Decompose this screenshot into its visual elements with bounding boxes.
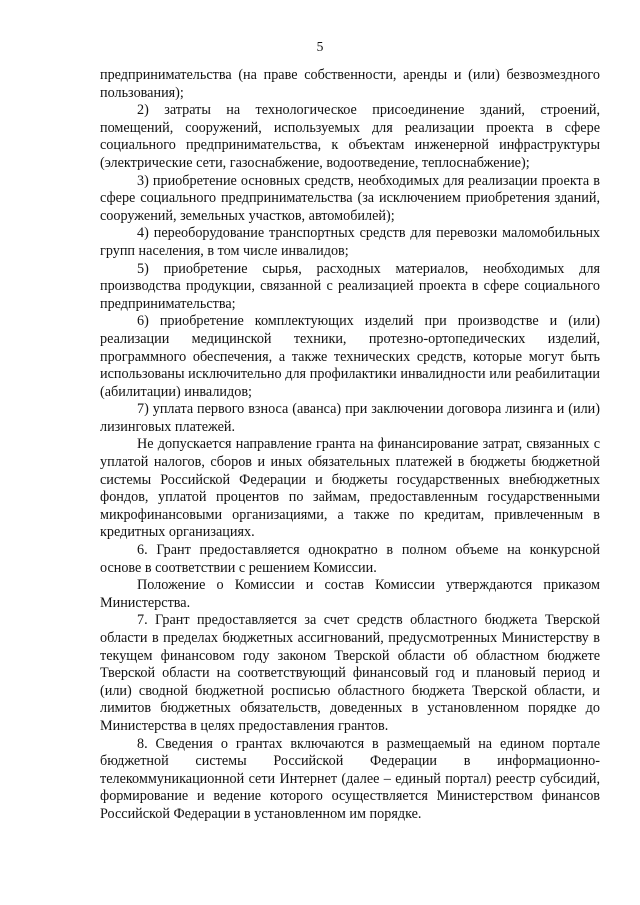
list-item-7: 7) уплата первого взноса (аванса) при заключении договора лизинга и (или) лизинговых платежей.	[100, 401, 600, 435]
list-item-3: 3) приобретение основных средств, необходимых для реализации проекта в сфере социального предпринимательства (за исключением приобретения зданий, сооружений, земельных участков, автомобилей);	[100, 172, 600, 224]
list-item-2: 2) затраты на технологическое присоединение зданий, строений, помещений, сооружений, используемых для реализации проекта в сфере социального предпринимательства, к объектам инженерной инфраструктуры (электрические сети, газоснабжение, водоотведение, теплоснабжение);	[100, 102, 600, 171]
clause-7: 7. Грант предоставляется за счет средств областного бюджета Тверской области в пределах бюджетных ассигнований, предусмотренных Министерству в текущем финансовом году законом Тверской области об областном бюджете Тверской области на соответствующий финансовый год и плановый период и (или) сводной бюджетной росписью областного бюджета Тверской области, и лимитов бюджетных обязательств, доведенных в установленном порядке до Министерства в целях предоставления грантов.	[100, 612, 600, 734]
list-item-4: 4) переоборудование транспортных средств для перевозки маломобильных групп населения, в том числе инвалидов;	[100, 225, 600, 259]
clause-8: 8. Сведения о грантах включаются в размещаемый на едином портале бюджетной системы Российской Федерации в информационно-телекоммуникационной сети Интернет (далее – единый портал) реестр субсидий, формирование и ведение которого осуществляется Министерством финансов Российской Федерации в установленном им порядке.	[100, 735, 600, 822]
document-body	[100, 67, 600, 824]
list-item-6: 6) приобретение комплектующих изделий при производстве и (или) реализации медицинской техники, протезно-ортопедических изделий, программного обеспечения, а также технических средств, которые могут быть использованы исключительно для профилактики инвалидности или реабилитации (абилитации) инвалидов;	[100, 313, 600, 400]
list-item-5: 5) приобретение сырья, расходных материалов, необходимых для производства продукции, связанной с реализацией проекта в сфере социального предпринимательства;	[100, 260, 600, 312]
paragraph-exclusions: Не допускается направление гранта на финансирование затрат, связанных с уплатой налогов, сборов и иных обязательных платежей в бюджеты бюджетной системы Российской Федерации и бюджеты государственных внебюджетных фондов, уплатой процентов по займам, предоставленным государственными микрофинансовыми организациями, а также по кредитам, привлеченным в кредитных организациях.	[100, 436, 600, 541]
page-number: 5	[316, 39, 324, 54]
clause-6: 6. Грант предоставляется однократно в полном объеме на конкурсной основе в соответствии с решением Комиссии.	[100, 542, 600, 576]
paragraph-commission: Положение о Комиссии и состав Комиссии утверждаются приказом Министерства.	[100, 577, 600, 611]
paragraph-continuation: предпринимательства (на праве собственности, аренды и (или) безвозмездного пользования);	[100, 67, 600, 101]
